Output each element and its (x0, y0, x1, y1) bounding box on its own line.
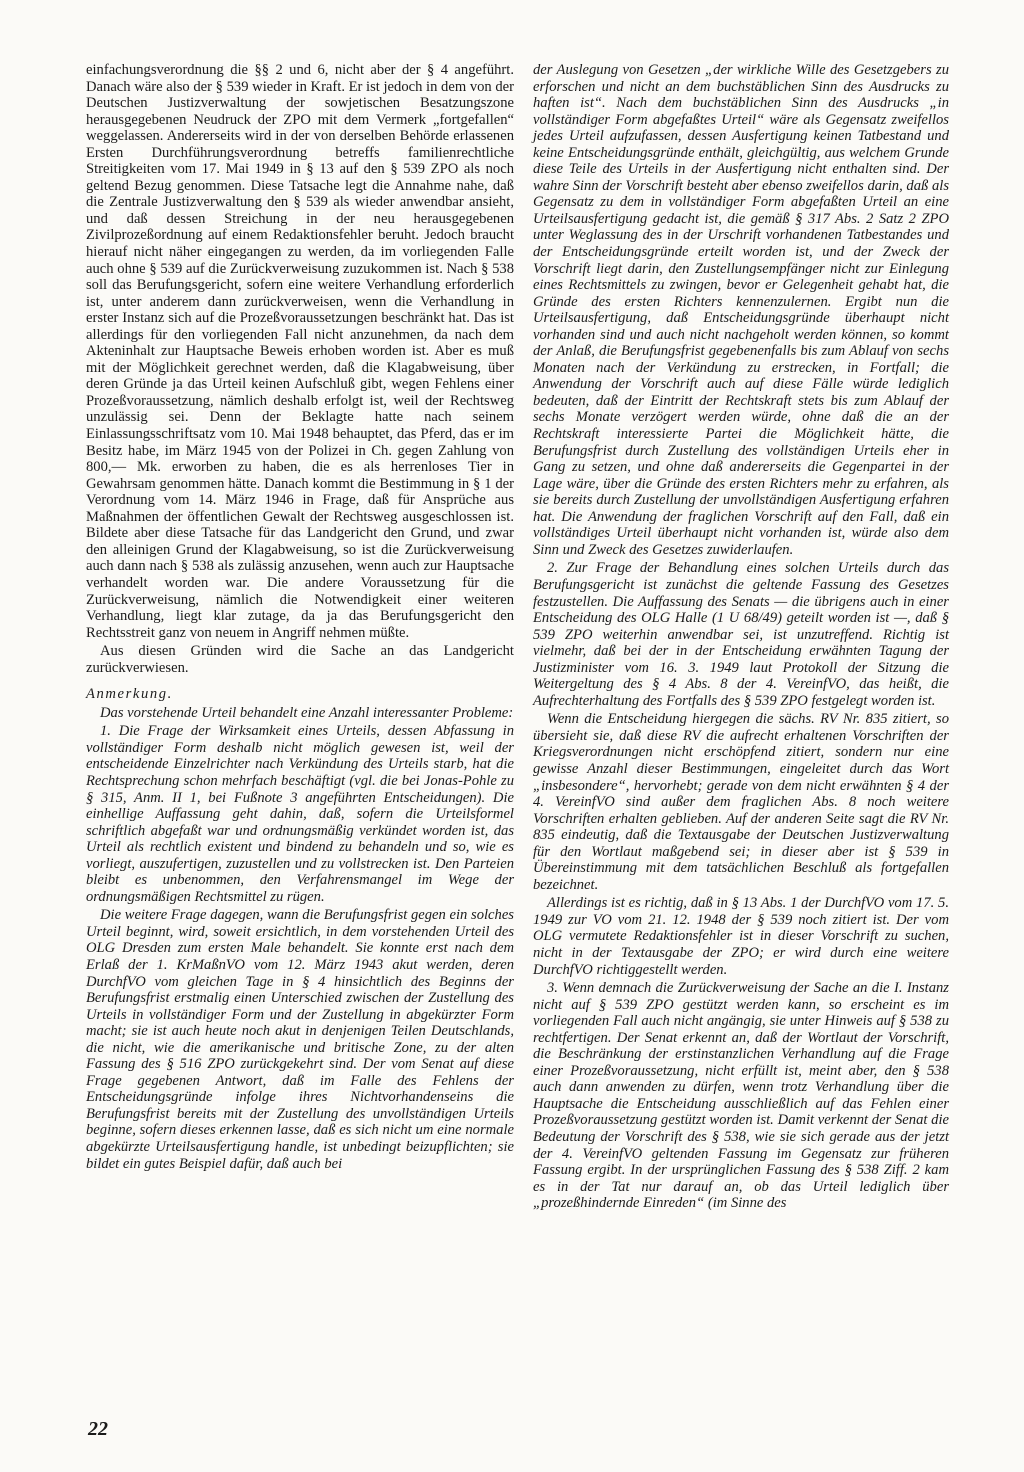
right-column (533, 62, 949, 1214)
annotation-paragraph: Das vorstehende Urteil behandelt eine Anzahl interessanter Probleme: (100, 704, 514, 721)
annotation-paragraph: 2. Zur Frage der Behandlung eines solchen Urteils durch das Berufungsgericht ist zunächst die geltende Fassung des Gesetzes festzustellen. Die Auffassung des Senats — die übrigens auch in einer Entscheidung des OLG Halle (1 U 68/49) geteilt worden ist —, daß § 539 ZPO weiterhin anwendbar sei, ist unzutreffend. Richtig ist vielmehr, daß bei der in der Entscheidung erwähnten Tagung der Justizminister vom 16. 3. 1949 laut Protokoll der Sitzung die Weitergeltung des § 4 Abs. 8 der 4. VereinfVO, das heißt, die Aufrechterhaltung des Fortfalls des § 539 ZPO festgelegt worden ist. (533, 560, 949, 709)
annotation-paragraph: 1. Die Frage der Wirksamkeit eines Urteils, dessen Abfassung in vollständiger Form deshalb nicht möglich gewesen ist, weil der entscheidende Einzelrichter nach Verkündung des Urteils starb, hat die Rechtsprechung schon mehrfach beschäftigt (vgl. die bei Jonas-Pohle zu § 315, Anm. II 1, bei Fußnote 3 angeführten Entscheidungen). Die einhellige Auffassung geht dahin, daß, sofern die Urteilsformel schriftlich abgefaßt war und ordnungsmäßig verkündet worden ist, das Urteil als rechtlich existent und bindend zu behandeln und so, wie es vorliegt, auszufertigen, zuzustellen und zu vollstrecken ist. Den Parteien bleibt es unbenommen, den Verfahrensmangel im Wege der ordnungsmäßigen Rechtsmittel zu rügen. (86, 723, 514, 905)
annotation-paragraph: Wenn die Entscheidung hiergegen die sächs. RV Nr. 835 zitiert, so übersieht sie, daß diese RV die aufrecht erhaltenen Vorschriften der Kriegsverordnungen nicht erschöpfend zitiert, sondern nur eine gewisse Anzahl dieser Bestimmungen, eingeleitet durch das Wort „insbesondere“, hervorhebt; gerade von dem nicht erwähnten § 4 der 4. VereinfVO sind außer dem fraglichen Abs. 8 noch weitere Vorschriften erhalten geblieben. Auf der anderen Seite sagt die RV Nr. 835 eindeutig, daß die Textausgabe der Deutschen Justizverwaltung für den Wortlaut maßgebend sei; in dieser aber ist § 539 in Übereinstimmung mit dem tatsächlichen Beschluß als fortgefallen bezeichnet. (533, 711, 949, 893)
page-number: 22 (88, 1418, 108, 1440)
annotation-paragraph: 3. Wenn demnach die Zurückverweisung der Sache an die I. Instanz nicht auf § 539 ZPO gestützt werden kann, so erscheint es im vorliegenden Fall auch nicht angängig, sie unter Hinweis auf § 538 zu rechtfertigen. Der Senat erkennt an, daß der Wortlaut der Vorschrift, die Beschränkung der erstinstanzlichen Verhandlung auf die Frage einer Prozeßvoraussetzung, nicht erfüllt ist, meint aber, den § 538 auch dann anwenden zu dürfen, wenn trotz Verhandlung über die Hauptsache die Entscheidung ausschließlich auf das Fehlen einer Prozeßvoraussetzung gestützt worden ist. Damit verkennt der Senat die Bedeutung der Vorschrift des § 538, wie sie sich gerade aus der jetzt der 4. VereinfVO geltenden Fassung im Gegensatz zur früheren Fassung ergibt. In der ursprünglichen Fassung des § 538 Ziff. 2 kam es in der Tat nur darauf an, ob das Urteil lediglich über „prozeßhindernde Einreden“ (im Sinne des (533, 980, 949, 1212)
annotation-paragraph: Die weitere Frage dagegen, wann die Berufungsfrist gegen ein solches Urteil beginnt, wird, soweit ersichtlich, in dem vorstehenden Urteil des OLG Dresden zum ersten Male behandelt. Sie konnte erst nach dem Erlaß der 1. KrMaßnVO vom 12. März 1943 akut werden, deren DurchfVO vom gleichen Tage in § 4 hinsichtlich des Beginns der Berufungsfrist erstmalig einen Unterschied zwischen der Zustellung des Urteils in vollständiger Form und der Zustellung in abgekürzter Form macht; sie ist auch heute noch akut in denjenigen Teilen Deutschlands, die nicht, wie die amerikanische und britische Zone, zu der alten Fassung des § 516 ZPO zurückgekehrt sind. Der vom Senat auf diese Frage gegebenen Antwort, daß im Falle des Fehlens der Entscheidungsgründe infolge ihres Nichtvorhandenseins die Berufungsfrist bereits mit der Zustellung des unvollständigen Urteils beginne, sofern dieses erkennen lasse, daß es sich nicht um eine normale abgekürzte Urteilsausfertigung handle, ist unbedingt beizupflichten; sie bildet ein gutes Beispiel dafür, daß auch bei (86, 907, 514, 1172)
body-paragraph: einfachungsverordnung die §§ 2 und 6, nicht aber der § 4 angeführt. Danach wäre also der § 539 wieder in Kraft. Er ist jedoch in dem von der Deutschen Justizverwaltung der sowjetischen Besatzungszone herausgegebenen Neudruck der ZPO mit dem Vermerk „fortgefallen“ weggelassen. Andererseits wird in der von derselben Behörde erlassenen Ersten Durchführungsverordnung betreffs familienrechtliche Streitigkeiten vom 17. Mai 1949 in § 13 auf den § 539 ZPO als noch geltend Bezug genommen. Diese Tatsache legt die Annahme nahe, daß die Zentrale Justizverwaltung den § 539 als wieder anwendbar ansieht, und daß dessen Streichung in der neu herausgegebenen Zivilprozeßordnung auf einem Redaktionsfehler beruht. Jedoch braucht hierauf nicht näher eingegangen zu werden, da im vorliegenden Falle auch ohne § 539 auf die Zurückverweisung zuzukommen ist. Nach § 538 soll das Berufungsgericht, sofern eine weitere Verhandlung erforderlich ist, unter anderem dann zurückverweisen, wenn die Verhandlung in erster Instanz sich auf die Prozeßvoraussetzungen beschränkt hat. Das ist allerdings für den vorliegenden Fall nicht anzunehmen, da nach dem Akteninhalt zur Hauptsache Beweis erhoben worden ist. Aber es muß mit der Möglichkeit gerechnet werden, daß die Klagabweisung, über deren Gründe ja das Urteil keinen Aufschluß gibt, wegen Fehlens einer Prozeßvoraussetzung, nämlich deshalb erfolgt ist, weil der Rechtsweg unzulässig sei. Denn der Beklagte hatte nach seinem Einlassungsschriftsatz vom 10. Mai 1948 behauptet, das Pferd, das er im Besitz habe, im März 1945 von der Polizei in Ch. gegen Zahlung von 800,— Mk. erworben zu haben, die es als herrenloses Tier in Gewahrsam genommen hätte. Danach kommt die Bestimmung in § 1 der Verordnung vom 14. März 1946 in Frage, daß für Ansprüche aus Maßnahmen der öffentlichen Gewalt der Rechtsweg ausgeschlossen ist. Bildete aber diese Tatsache für das Landgericht den Grund, und zwar den alleinigen Grund der Klagabweisung, so ist die Zurückverweisung auch dann nach § 538 als zulässig anzusehen, wenn auch zur Hauptsache verhandelt worden war. Die andere Voraussetzung für die Zurückverweisung, nämlich die Notwendigkeit einer weiteren Verhandlung, liegt klar zutage, da ja das Berufungsgericht den Rechtsstreit ganz von neuem in Angriff nehmen müßte. (86, 62, 514, 641)
annotation-paragraph: der Auslegung von Gesetzen „der wirkliche Wille des Gesetzgebers zu erforschen und nicht an dem buchstäblichen Sinn des Ausdrucks zu haften ist“. Nach dem buchstäblichen Sinn des Ausdrucks „in vollständiger Form abgefaßtes Urteil“ wäre als Gegensatz zweifellos jedes Urteil aufzufassen, dessen Ausfertigung keinen Tatbestand und keine Entscheidungsgründe enthält, gleichgültig, aus welchem Grunde diese Teile des Urteils in der Ausfertigung nicht enthalten sind. Der wahre Sinn der Vorschrift besteht aber ebenso zweifellos darin, daß als Gegensatz zu dem in vollständiger Form abgefaßten Urteil an eine Urteilsausfertigung gedacht ist, die gemäß § 317 Abs. 2 Satz 2 ZPO unter Weglassung des in der Urschrift vorhandenen Tatbestandes und der Entscheidungsgründe erteilt worden ist, und der Zweck der Vorschrift liegt darin, den Zustellungsempfänger nicht zur Einlegung eines Rechtsmittels zu zwingen, bevor er Gelegenheit gehabt hat, die Gründe des ersten Richters kennenzulernen. Ergibt nun die Urteilsausfertigung, daß Entscheidungsgründe überhaupt nicht vorhanden sind und auch nicht nachgeholt werden können, so kommt der Anlaß, die Berufungsfrist gegebenenfalls bis zum Ablauf von sechs Monaten nach der Verkündung zu erstrecken, in Fortfall; die Anwendung der Vorschrift auch auf diese Fälle würde lediglich bedeuten, daß der Eintritt der Rechtskraft stets bis zum Ablauf der sechs Monate verzögert werden würde, ohne daß die an der Rechtskraft interessierte Partei die Möglichkeit hätte, die Berufungsfrist durch Zustellung des vollständigen Urteils eher in Gang zu setzen, und ohne daß andererseits die Gegenpartei in der Lage wäre, über die Gründe des ersten Richters mehr zu erfahren, als sie bereits durch Zustellung der unvollständigen Ausfertigung erfahren hat. Die Anwendung der fraglichen Vorschrift auf den Fall, daß ein vollständiges Urteil überhaupt nicht vorhanden ist, würde also dem Sinn und Zweck des Gesetzes zuwiderlaufen. (533, 62, 949, 558)
body-paragraph: Aus diesen Gründen wird die Sache an das Landgericht zurückverwiesen. (86, 643, 514, 676)
left-column (86, 62, 514, 1174)
annotation-paragraph: Allerdings ist es richtig, daß in § 13 Abs. 1 der DurchfVO vom 17. 5. 1949 zur VO vom 21. 12. 1948 der § 539 noch zitiert ist. Der vom OLG vermutete Redaktionsfehler ist in dieser Vorschrift zu suchen, nicht in der Textausgabe der ZPO; er wird durch eine weitere DurchfVO richtiggestellt werden. (533, 895, 949, 978)
anmerkung-heading: Anmerkung. (86, 686, 173, 703)
